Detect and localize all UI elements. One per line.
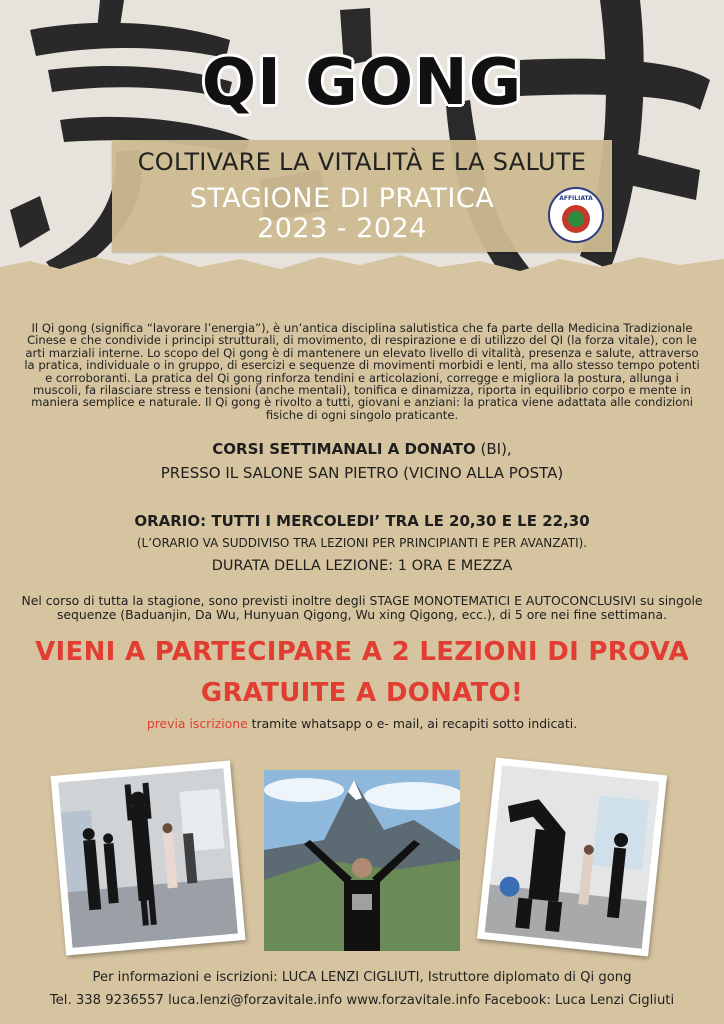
registration-note [0,716,724,731]
lesson-duration: DURATA DELLA LEZIONE: 1 ORA E MEZZA [211,558,513,574]
contact-info-line: Per informazioni e iscrizioni: LUCA LENZI CIGLIUTI, Istruttore diplomato di Qi gong [92,970,632,985]
season-label: STAGIONE DI PRATICA [189,183,495,214]
photo-mountain [264,770,460,951]
courses-venue: PRESSO IL SALONE SAN PIETRO (VICINO ALLA POSTA) [160,464,564,482]
cta-line-2: GRATUITE A DONATO! [200,678,524,708]
courses-location-bold: CORSI SETTIMANALI A DONATO [212,440,476,458]
mountain-image [264,770,460,951]
cta-line-1: VIENI A PARTECIPARE A 2 LEZIONI DI PROVA [35,637,689,667]
poster-subtitle: COLTIVARE LA VITALITÀ E LA SALUTE [137,148,587,176]
photo-group-class [50,760,245,955]
stage-description: Nel corso di tutta la stagione, sono previsti inoltre degli STAGE MONOTEMATICI E AUTOCONCLUSIVI su singole sequenze (Baduanjin, Da Wu, Hunyuan Qigong, Wu xing Qigong, ecc.), di 5 ore nei fine settimana. [21,593,703,622]
group-class-image [58,768,238,948]
poster-title: QI GONG [201,46,523,120]
registration-note-text: tramite whatsapp o e- mail, ai recapiti sotto indicati. [247,716,578,731]
photo-practice-stretch [477,758,667,957]
season-years: 2023 - 2024 [257,213,427,244]
badge-label: AFFILIATA [559,195,593,202]
courses-location-province: (BI), [475,440,512,458]
contact-details-line: Tel. 338 9236557 luca.lenzi@forzavitale.info www.forzavitale.info Facebook: Luca Lenzi Cigliuti [49,993,675,1008]
affiliation-badge-icon [548,187,604,243]
courses-heading [0,440,724,458]
practice-stretch-image [485,765,660,949]
registration-note-highlight: previa iscrizione [146,716,248,731]
torn-paper-edge [0,245,724,300]
schedule-note: (L’ORARIO VA SUDDIVISO TRA LEZIONI PER PRINCIPIANTI E PER AVANZATI). [136,536,588,550]
schedule-heading: ORARIO: TUTTI I MERCOLEDI’ TRA LE 20,30 E LE 22,30 [134,512,590,530]
hero-banner [0,0,724,300]
intro-paragraph: Il Qi gong (significa “lavorare l’energia”), è un’antica disciplina salutistica che fa parte della Medicina Tradizionale Cinese e che condivide i principi strutturali, di movimento, di respirazione e di utilizzo del QI (la forza vitale), con le arti marziali interne. Lo scopo del Qi gong è di mantenere un elevato livello di vitalità, presenza e salute, attraverso la pratica, individuale o in gruppo, di esercizi e sequenze di movimenti morbidi e lenti, ma allo stesso tempo potenti e corroboranti. La pratica del Qi gong rinforza tendini e articolazioni, corregge e migliora la postura, allunga i muscoli, fa rilasciare stress e tensioni (anche mentali), tonifica e dinamizza, riporta in equilibrio corpo e mente in maniera semplice e naturale. Il Qi gong è rivolto a tutti, giovani e anziani: la pratica viene adattata alle condizioni fisiche di ogni singolo praticante. [24,321,700,422]
